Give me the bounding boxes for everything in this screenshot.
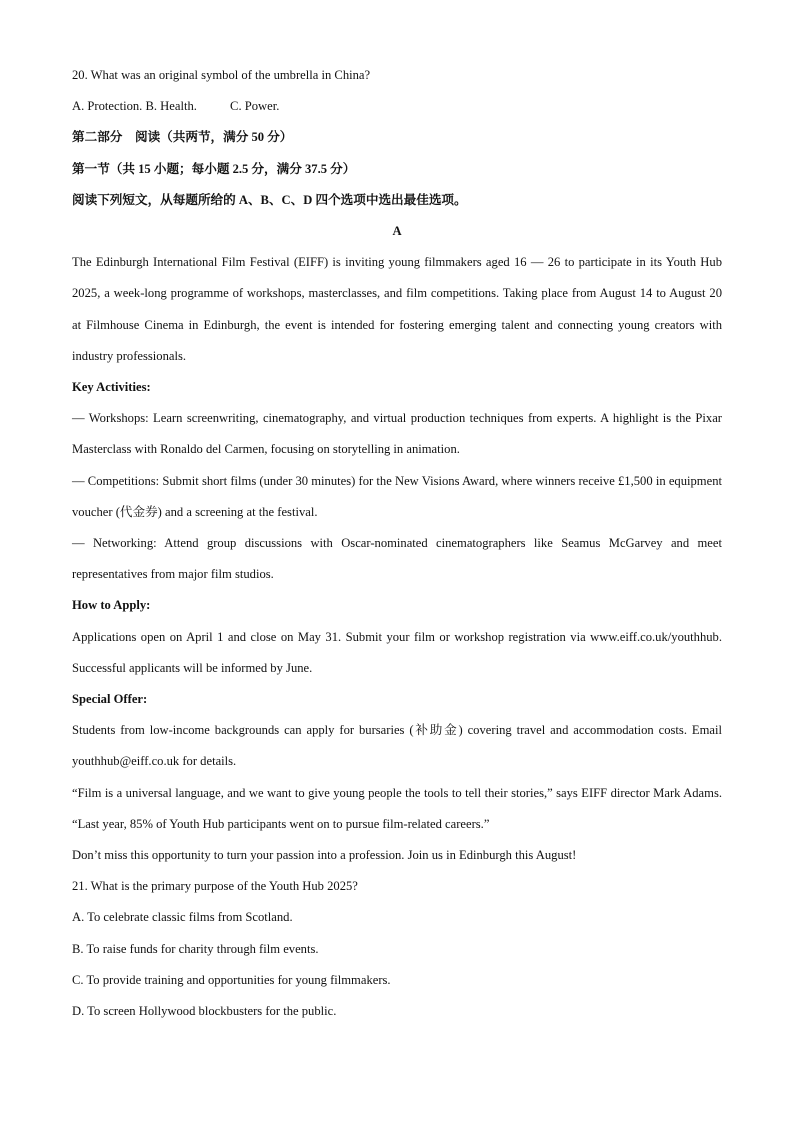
closing-line: Don’t miss this opportunity to turn your passion into a profession. Join us in Edinburgh this August! [72, 847, 577, 862]
apply-text: Applications open on April 1 and close on May 31. Submit your film or workshop registration via www.eiff.co.uk/youthhub. Successful applicants will be informed by June. [72, 629, 722, 675]
part2-heading: 第二部分 阅读（共两节，满分 50 分） [72, 130, 293, 145]
q21-option-c: C. To provide training and opportunities for young filmmakers. [72, 972, 391, 987]
q20-option-a: A. Protection. [72, 99, 143, 114]
networking-item: — Networking: Attend group discussions with Oscar-nominated cinematographers like Seamus McGarvey and meet representatives from major film studios. [72, 535, 722, 582]
section1-heading: 第一节（共 15 小题；每小题 2.5 分，满分 37.5 分） [72, 161, 356, 176]
exam-page [72, 60, 722, 1027]
q20-option-c: C. Power. [230, 99, 280, 114]
how-to-apply-heading: How to Apply: [72, 598, 151, 613]
passage-letter: A [392, 223, 402, 238]
key-activities-heading: Key Activities: [72, 379, 151, 394]
q20-question: 20. What was an original symbol of the umbrella in China? [72, 68, 371, 82]
passage-intro: The Edinburgh International Film Festival (EIFF) is inviting young filmmakers aged 16 — 26 to participate in its Youth Hub 2025, a week-long programme of workshops, masterclasses, and film competitions. Taking place from August 14 to August 20 at Filmhouse Cinema in Edinburgh, the event is intended for fostering emerging talent and connecting young creators with industry professionals. [72, 255, 722, 363]
offer-text: Students from low-income backgrounds can apply for bursaries (补助金) covering travel and accommodation costs. Email youthhub@eiff.co.uk for details. [72, 723, 722, 769]
q21-option-d: D. To screen Hollywood blockbusters for the public. [72, 1003, 337, 1018]
q20-options [72, 91, 722, 122]
workshops-item: — Workshops: Learn screenwriting, cinematography, and virtual production techniques from experts. A highlight is the Pixar Masterclass with Ronaldo del Carmen, focusing on storytelling in animation. [72, 411, 722, 457]
special-offer-heading: Special Offer: [72, 691, 148, 706]
reading-instruction: 阅读下列短文，从每题所给的 A、B、C、D 四个选项中选出最佳选项。 [72, 192, 467, 207]
q21-question: 21. What is the primary purpose of the Youth Hub 2025? [72, 879, 358, 894]
q20-option-b: B. Health. [145, 99, 197, 114]
director-quote: “Film is a universal language, and we want to give young people the tools to tell their stories,” says EIFF director Mark Adams. “Last year, 85% of Youth Hub participants went on to pursue film-related careers.” [72, 785, 722, 831]
q21-option-b: B. To raise funds for charity through film events. [72, 941, 319, 956]
competitions-item: — Competitions: Submit short films (under 30 minutes) for the New Visions Award, where winners receive £1,500 in equipment voucher (代金券) and a screening at the festival. [72, 473, 722, 519]
q21-option-a: A. To celebrate classic films from Scotland. [72, 910, 293, 925]
